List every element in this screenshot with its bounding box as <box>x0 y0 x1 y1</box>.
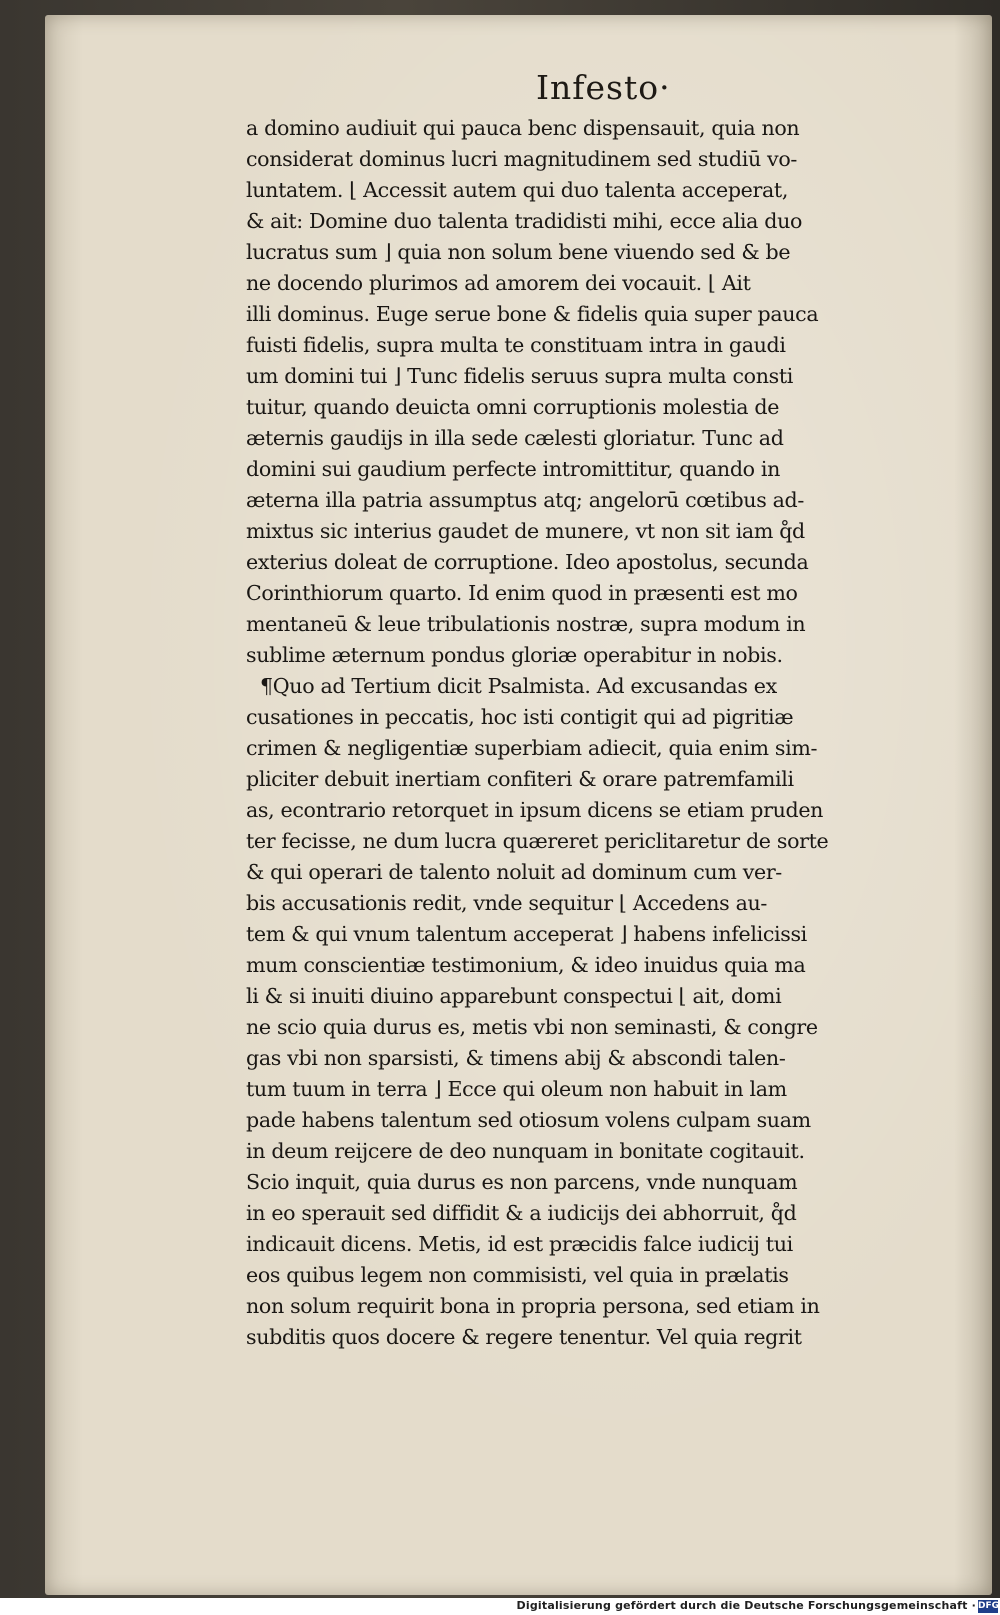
text-line: lucratus sum ⌋ quia non solum bene viuendo sed & be <box>246 240 791 264</box>
funding-credit: Digitalisierung gefördert durch die Deutsche Forschungsgemeinschaft · <box>516 1599 976 1612</box>
text-line: ne scio quia durus es, metis vbi non seminasti, & congre <box>246 1015 818 1039</box>
text-line: tem & qui vnum talentum acceperat ⌋ habens infelicissi <box>246 922 807 946</box>
text-line: Corinthiorum quarto. Id enim quod in præsenti est mo <box>246 581 798 605</box>
text-line: crimen & negligentiæ superbiam adiecit, quia enim sim- <box>246 736 818 760</box>
text-line: exterius doleat de corruptione. Ideo apostolus, secunda <box>246 550 809 574</box>
text-line: indicauit dicens. Metis, id est præcidis falce iudicij tui <box>246 1232 793 1256</box>
text-line: illi dominus. Euge serue bone & fidelis quia super pauca <box>246 302 819 326</box>
running-header: Infesto· <box>536 68 671 107</box>
text-line: eos quibus legem non commisisti, vel quia in prælatis <box>246 1263 789 1287</box>
text-line: ne docendo plurimos ad amorem dei vocauit. ⌊ Ait <box>246 271 751 295</box>
text-line: cusationes in peccatis, hoc isti contigit qui ad pigritiæ <box>246 705 794 729</box>
text-line: mixtus sic interius gaudet de munere, vt non sit iam q̊d <box>246 519 805 543</box>
text-line: mum conscientiæ testimonium, & ideo inuidus quia ma <box>246 953 806 977</box>
text-line: in eo sperauit sed diffidit & a iudicijs dei abhorruit, q̊d <box>246 1201 797 1225</box>
text-line: gas vbi non sparsisti, & timens abij & abscondi talen- <box>246 1046 786 1070</box>
text-line: li & si inuiti diuino apparebunt conspectui ⌊ ait, domi <box>246 984 782 1008</box>
text-line: as, econtrario retorquet in ipsum dicens se etiam pruden <box>246 798 824 822</box>
text-line: pade habens talentum sed otiosum volens culpam suam <box>246 1108 811 1132</box>
text-line: in deum reijcere de deo nunquam in bonitate cogitauit. <box>246 1139 805 1163</box>
text-line: tum tuum in terra ⌋ Ecce qui oleum non habuit in lam <box>246 1077 787 1101</box>
text-line: luntatem. ⌊ Accessit autem qui duo talenta acceperat, <box>246 178 789 202</box>
text-line: æternis gaudijs in illa sede cælesti gloriatur. Tunc ad <box>246 426 784 450</box>
text-line: ter fecisse, ne dum lucra quæreret periclitaretur de sorte <box>246 829 829 853</box>
body-text <box>246 113 936 1353</box>
text-line: domini sui gaudium perfecte intromittitur, quando in <box>246 457 781 481</box>
text-line: fuisti fidelis, supra multa te constituam intra in gaudi <box>246 333 786 357</box>
text-line: & qui operari de talento noluit ad dominum cum ver- <box>246 860 782 884</box>
text-line: mentaneū & leue tribulationis nostræ, supra modum in <box>246 612 806 636</box>
text-line: & ait: Domine duo talenta tradidisti mihi, ecce alia duo <box>246 209 803 233</box>
text-line: bis accusationis redit, vnde sequitur ⌊ Accedens au- <box>246 891 768 915</box>
text-line: considerat dominus lucri magnitudinem sed studiū vo- <box>246 147 797 171</box>
text-line: a domino audiuit qui pauca benc dispensauit, quia non <box>246 116 800 140</box>
text-line: Scio inquit, quia durus es non parcens, vnde nunquam <box>246 1170 798 1194</box>
text-line: pliciter debuit inertiam confiteri & orare patremfamili <box>246 767 794 791</box>
text-line: tuitur, quando deuicta omni corruptionis molestia de <box>246 395 780 419</box>
text-line: æterna illa patria assumptus atq; angelorū cœtibus ad- <box>246 488 804 512</box>
text-line: um domini tui ⌋ Tunc fidelis seruus supra multa consti <box>246 364 794 388</box>
text-line: sublime æternum pondus gloriæ operabitur in nobis. <box>246 643 783 667</box>
paragraph-start-line: ¶Quo ad Tertium dicit Psalmista. Ad excusandas ex <box>260 674 777 698</box>
text-line: non solum requirit bona in propria persona, sed etiam in <box>246 1294 820 1318</box>
dfg-logo-icon: DFG <box>978 1601 1000 1611</box>
text-line: subditis quos docere & regere tenentur. Vel quia regrit <box>246 1325 802 1349</box>
